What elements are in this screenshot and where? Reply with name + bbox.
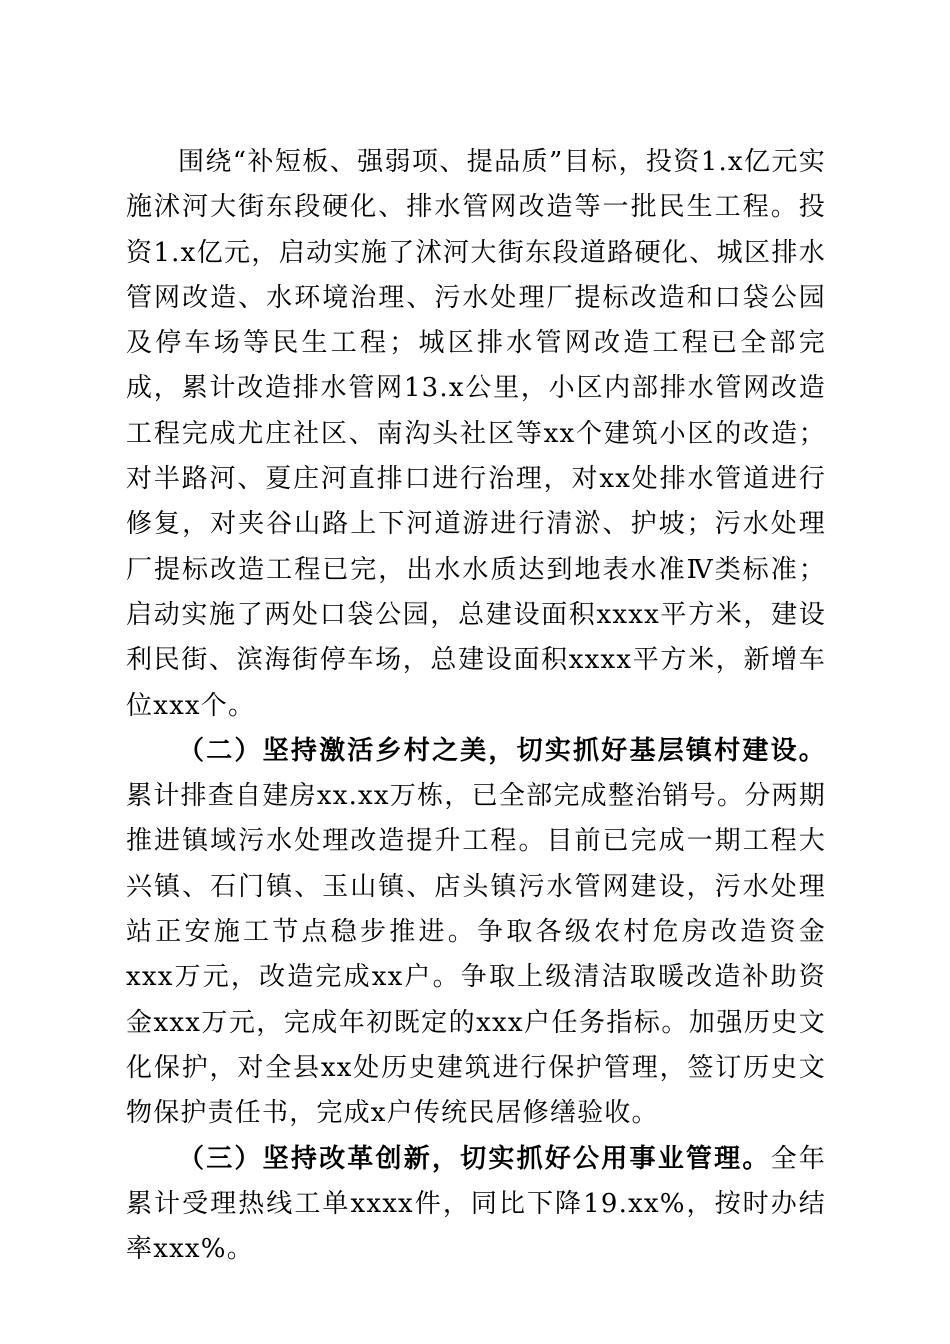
- section-heading: （二）坚持激活乡村之美，切实抓好基层镇村建设。: [178, 735, 826, 766]
- section-heading: （三）坚持改革创新，切实抓好公用事业管理。: [178, 1143, 771, 1174]
- paragraph-infrastructure: [126, 140, 826, 729]
- paragraph-text: 累计排查自建房xx.xx万栋，已全部完成整治销号。分两期推进镇域污水处理改造提升工程。目前已完成一期工程大兴镇、石门镇、玉山镇、店头镇污水管网建设，污水处理站正安施工节点稳步推进。争取各级农村危房改造资金xxx万元，改造完成xx户。争取上级清洁取暖改造补助资金xxx万元，完成年初既定的xxx户任务指标。加强历史文化保护，对全县xx处历史建筑进行保护管理，签订历史文物保护责任书，完成x户传统民居修缮验收。: [126, 781, 826, 1129]
- document-body: [126, 140, 826, 1272]
- paragraph-text: 全年累计受理热线工单xxxx件，同比下降19.xx%，按时办结率xxx%。: [126, 1143, 826, 1265]
- paragraph-rural-construction: [126, 729, 826, 1137]
- paragraph-public-utilities: [126, 1137, 826, 1273]
- paragraph-text: 围绕“补短板、强弱项、提品质”目标，投资1.x亿元实施沭河大街东段硬化、排水管网改造等一批民生工程。投资1.x亿元，启动实施了沭河大街东段道路硬化、城区排水管网改造、水环境治理、污水处理厂提标改造和口袋公园及停车场等民生工程；城区排水管网改造工程已全部完成，累计改造排水管网13.x公里，小区内部排水管网改造工程完成尤庄社区、南沟头社区等xx个建筑小区的改造；对半路河、夏庄河直排口进行治理，对xx处排水管道进行修复，对夹谷山路上下河道游进行清淤、护坡；污水处理厂提标改造工程已完，出水水质达到地表水准Ⅳ类标准；启动实施了两处口袋公园，总建设面积xxxx平方米，建设利民街、滨海街停车场，总建设面积xxxx平方米，新增车位xxx个。: [126, 147, 826, 721]
